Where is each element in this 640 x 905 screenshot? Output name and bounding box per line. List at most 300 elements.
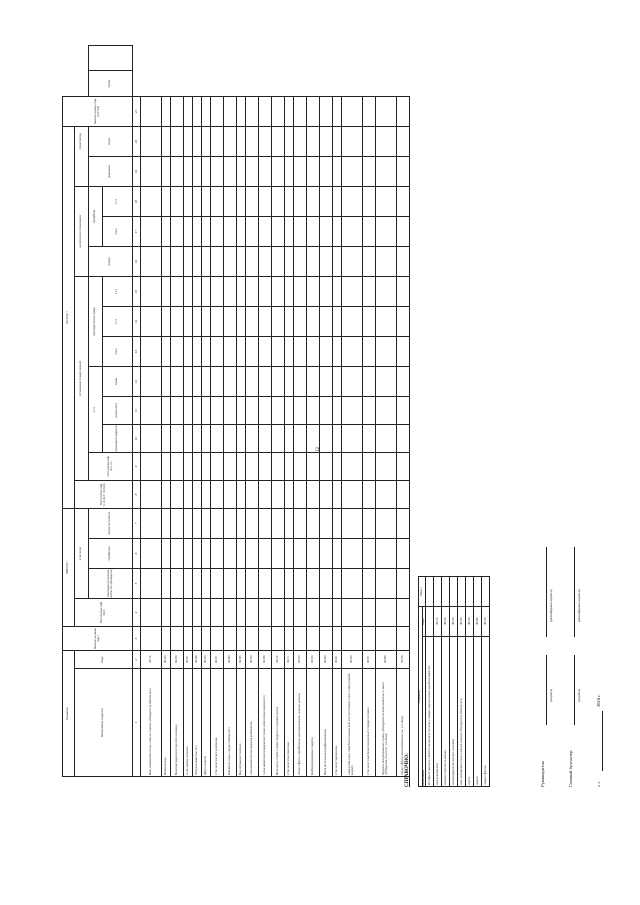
value-cell[interactable] — [171, 480, 184, 508]
value-cell[interactable] — [184, 538, 193, 568]
value-cell[interactable] — [320, 568, 333, 598]
value-cell[interactable] — [397, 126, 410, 156]
value-cell[interactable] — [272, 396, 285, 424]
value-cell[interactable] — [141, 276, 162, 306]
value-cell[interactable] — [333, 424, 342, 452]
value-cell[interactable] — [320, 336, 333, 366]
value-cell[interactable] — [307, 480, 320, 508]
value-cell[interactable] — [285, 336, 294, 366]
value-cell[interactable] — [202, 366, 211, 396]
value-cell[interactable] — [376, 216, 397, 246]
value-cell[interactable] — [259, 626, 272, 650]
value-cell[interactable] — [285, 216, 294, 246]
value-cell[interactable] — [333, 452, 342, 480]
value-cell[interactable] — [193, 156, 202, 186]
value-cell[interactable] — [285, 366, 294, 396]
value-cell[interactable] — [307, 306, 320, 336]
value-cell[interactable] — [193, 96, 202, 126]
value-cell[interactable] — [333, 598, 342, 626]
value-cell[interactable] — [224, 568, 237, 598]
value-cell[interactable] — [184, 246, 193, 276]
value-cell[interactable] — [141, 508, 162, 538]
value-cell[interactable] — [184, 96, 193, 126]
value-cell[interactable] — [259, 598, 272, 626]
value-cell[interactable] — [162, 96, 171, 126]
value-cell[interactable] — [363, 396, 376, 424]
value-cell[interactable] — [397, 366, 410, 396]
value-cell[interactable] — [376, 568, 397, 598]
value-cell[interactable] — [211, 508, 224, 538]
value-cell[interactable] — [184, 186, 193, 216]
value-cell[interactable] — [307, 508, 320, 538]
value-cell[interactable] — [202, 452, 211, 480]
value-cell[interactable] — [294, 306, 307, 336]
value-cell[interactable] — [259, 538, 272, 568]
value-cell[interactable] — [376, 366, 397, 396]
value-cell[interactable] — [162, 480, 171, 508]
value-cell[interactable] — [376, 186, 397, 216]
value-cell[interactable] — [294, 568, 307, 598]
value-cell[interactable] — [294, 452, 307, 480]
value-cell[interactable] — [307, 126, 320, 156]
value-cell[interactable] — [237, 186, 246, 216]
value-cell[interactable] — [211, 276, 224, 306]
value-cell[interactable] — [320, 126, 333, 156]
value-cell[interactable] — [294, 396, 307, 424]
value-cell[interactable] — [193, 396, 202, 424]
value-cell[interactable] — [193, 276, 202, 306]
value-cell[interactable] — [285, 568, 294, 598]
value-cell[interactable] — [246, 96, 259, 126]
value-cell[interactable] — [285, 424, 294, 452]
value-cell[interactable] — [211, 424, 224, 452]
value-cell[interactable] — [211, 216, 224, 246]
value-cell[interactable] — [193, 336, 202, 366]
value-cell[interactable] — [193, 480, 202, 508]
value-cell[interactable] — [363, 306, 376, 336]
value-cell[interactable] — [259, 306, 272, 336]
reference-value-cell[interactable] — [442, 576, 450, 606]
value-cell[interactable] — [397, 396, 410, 424]
value-cell[interactable] — [342, 96, 363, 126]
value-cell[interactable] — [307, 336, 320, 366]
value-cell[interactable] — [272, 336, 285, 366]
value-cell[interactable] — [202, 216, 211, 246]
value-cell[interactable] — [342, 156, 363, 186]
value-cell[interactable] — [202, 276, 211, 306]
value-cell[interactable] — [184, 480, 193, 508]
value-cell[interactable] — [285, 452, 294, 480]
value-cell[interactable] — [237, 538, 246, 568]
value-cell[interactable] — [294, 186, 307, 216]
value-cell[interactable] — [333, 508, 342, 538]
value-cell[interactable] — [320, 598, 333, 626]
value-cell[interactable] — [237, 336, 246, 366]
value-cell[interactable] — [246, 598, 259, 626]
value-cell[interactable] — [211, 246, 224, 276]
value-cell[interactable] — [224, 186, 237, 216]
value-cell[interactable] — [202, 568, 211, 598]
value-cell[interactable] — [237, 452, 246, 480]
value-cell[interactable] — [320, 156, 333, 186]
value-cell[interactable] — [211, 538, 224, 568]
value-cell[interactable] — [397, 306, 410, 336]
value-cell[interactable] — [171, 216, 184, 246]
value-cell[interactable] — [342, 186, 363, 216]
value-cell[interactable] — [363, 216, 376, 246]
value-cell[interactable] — [259, 396, 272, 424]
value-cell[interactable] — [294, 480, 307, 508]
value-cell[interactable] — [363, 336, 376, 366]
reference-value-cell[interactable] — [466, 576, 474, 606]
value-cell[interactable] — [294, 598, 307, 626]
value-cell[interactable] — [342, 366, 363, 396]
value-cell[interactable] — [246, 538, 259, 568]
value-cell[interactable] — [184, 366, 193, 396]
value-cell[interactable] — [141, 626, 162, 650]
value-cell[interactable] — [363, 96, 376, 126]
value-cell[interactable] — [272, 452, 285, 480]
value-cell[interactable] — [224, 156, 237, 186]
value-cell[interactable] — [184, 126, 193, 156]
value-cell[interactable] — [333, 216, 342, 246]
value-cell[interactable] — [294, 276, 307, 306]
value-cell[interactable] — [202, 598, 211, 626]
value-cell[interactable] — [141, 598, 162, 626]
value-cell[interactable] — [246, 336, 259, 366]
value-cell[interactable] — [193, 626, 202, 650]
value-cell[interactable] — [259, 452, 272, 480]
value-cell[interactable] — [333, 276, 342, 306]
value-cell[interactable] — [333, 246, 342, 276]
value-cell[interactable] — [363, 508, 376, 538]
value-cell[interactable] — [285, 626, 294, 650]
value-cell[interactable] — [333, 96, 342, 126]
value-cell[interactable] — [397, 424, 410, 452]
value-cell[interactable] — [237, 126, 246, 156]
value-cell[interactable] — [184, 452, 193, 480]
value-cell[interactable] — [307, 568, 320, 598]
value-cell[interactable] — [363, 366, 376, 396]
value-cell[interactable] — [141, 452, 162, 480]
value-cell[interactable] — [237, 598, 246, 626]
value-cell[interactable] — [224, 598, 237, 626]
value-cell[interactable] — [272, 276, 285, 306]
value-cell[interactable] — [141, 306, 162, 336]
value-cell[interactable] — [184, 568, 193, 598]
value-cell[interactable] — [259, 424, 272, 452]
value-cell[interactable] — [363, 126, 376, 156]
value-cell[interactable] — [363, 626, 376, 650]
value-cell[interactable] — [259, 366, 272, 396]
value-cell[interactable] — [141, 396, 162, 424]
value-cell[interactable] — [376, 480, 397, 508]
value-cell[interactable] — [246, 156, 259, 186]
value-cell[interactable] — [272, 96, 285, 126]
value-cell[interactable] — [285, 156, 294, 186]
value-cell[interactable] — [376, 538, 397, 568]
value-cell[interactable] — [211, 396, 224, 424]
value-cell[interactable] — [307, 246, 320, 276]
value-cell[interactable] — [171, 336, 184, 366]
value-cell[interactable] — [376, 452, 397, 480]
value-cell[interactable] — [397, 568, 410, 598]
value-cell[interactable] — [162, 276, 171, 306]
value-cell[interactable] — [246, 366, 259, 396]
value-cell[interactable] — [294, 126, 307, 156]
value-cell[interactable] — [171, 366, 184, 396]
value-cell[interactable] — [285, 306, 294, 336]
value-cell[interactable] — [246, 424, 259, 452]
value-cell[interactable] — [342, 508, 363, 538]
value-cell[interactable] — [224, 336, 237, 366]
value-cell[interactable] — [307, 452, 320, 480]
value-cell[interactable] — [272, 538, 285, 568]
value-cell[interactable] — [259, 216, 272, 246]
value-cell[interactable] — [171, 538, 184, 568]
value-cell[interactable] — [363, 568, 376, 598]
value-cell[interactable] — [202, 508, 211, 538]
value-cell[interactable] — [211, 452, 224, 480]
value-cell[interactable] — [184, 626, 193, 650]
value-cell[interactable] — [259, 156, 272, 186]
value-cell[interactable] — [307, 424, 320, 452]
value-cell[interactable] — [320, 246, 333, 276]
value-cell[interactable] — [171, 246, 184, 276]
value-cell[interactable] — [141, 156, 162, 186]
value-cell[interactable] — [333, 366, 342, 396]
value-cell[interactable] — [224, 508, 237, 538]
value-cell[interactable] — [333, 156, 342, 186]
value-cell[interactable] — [272, 306, 285, 336]
value-cell[interactable] — [272, 626, 285, 650]
value-cell[interactable] — [342, 452, 363, 480]
value-cell[interactable] — [202, 126, 211, 156]
value-cell[interactable] — [376, 276, 397, 306]
value-cell[interactable] — [162, 306, 171, 336]
value-cell[interactable] — [307, 96, 320, 126]
value-cell[interactable] — [259, 186, 272, 216]
value-cell[interactable] — [333, 538, 342, 568]
value-cell[interactable] — [202, 626, 211, 650]
value-cell[interactable] — [272, 424, 285, 452]
value-cell[interactable] — [184, 276, 193, 306]
value-cell[interactable] — [342, 246, 363, 276]
value-cell[interactable] — [285, 276, 294, 306]
value-cell[interactable] — [193, 424, 202, 452]
value-cell[interactable] — [320, 276, 333, 306]
value-cell[interactable] — [224, 626, 237, 650]
value-cell[interactable] — [141, 216, 162, 246]
value-cell[interactable] — [211, 626, 224, 650]
value-cell[interactable] — [193, 508, 202, 538]
value-cell[interactable] — [342, 276, 363, 306]
value-cell[interactable] — [162, 626, 171, 650]
value-cell[interactable] — [307, 538, 320, 568]
value-cell[interactable] — [363, 156, 376, 186]
value-cell[interactable] — [141, 186, 162, 216]
value-cell[interactable] — [342, 396, 363, 424]
value-cell[interactable] — [397, 538, 410, 568]
value-cell[interactable] — [211, 480, 224, 508]
value-cell[interactable] — [162, 366, 171, 396]
value-cell[interactable] — [363, 452, 376, 480]
value-cell[interactable] — [376, 96, 397, 126]
value-cell[interactable] — [211, 96, 224, 126]
value-cell[interactable] — [202, 538, 211, 568]
value-cell[interactable] — [224, 480, 237, 508]
value-cell[interactable] — [211, 568, 224, 598]
value-cell[interactable] — [333, 306, 342, 336]
value-cell[interactable] — [342, 626, 363, 650]
value-cell[interactable] — [259, 126, 272, 156]
value-cell[interactable] — [171, 568, 184, 598]
value-cell[interactable] — [202, 186, 211, 216]
value-cell[interactable] — [333, 480, 342, 508]
value-cell[interactable] — [171, 626, 184, 650]
value-cell[interactable] — [141, 424, 162, 452]
value-cell[interactable] — [307, 276, 320, 306]
value-cell[interactable] — [246, 568, 259, 598]
value-cell[interactable] — [397, 216, 410, 246]
value-cell[interactable] — [320, 626, 333, 650]
value-cell[interactable] — [376, 626, 397, 650]
value-cell[interactable] — [162, 336, 171, 366]
value-cell[interactable] — [259, 568, 272, 598]
value-cell[interactable] — [333, 336, 342, 366]
value-cell[interactable] — [202, 396, 211, 424]
value-cell[interactable] — [246, 508, 259, 538]
value-cell[interactable] — [294, 156, 307, 186]
value-cell[interactable] — [320, 538, 333, 568]
value-cell[interactable] — [363, 598, 376, 626]
value-cell[interactable] — [171, 156, 184, 186]
value-cell[interactable] — [184, 396, 193, 424]
value-cell[interactable] — [397, 480, 410, 508]
value-cell[interactable] — [162, 508, 171, 538]
value-cell[interactable] — [294, 96, 307, 126]
value-cell[interactable] — [237, 96, 246, 126]
value-cell[interactable] — [320, 186, 333, 216]
value-cell[interactable] — [272, 216, 285, 246]
value-cell[interactable] — [171, 306, 184, 336]
value-cell[interactable] — [224, 126, 237, 156]
value-cell[interactable] — [294, 336, 307, 366]
value-cell[interactable] — [224, 396, 237, 424]
value-cell[interactable] — [307, 626, 320, 650]
value-cell[interactable] — [285, 186, 294, 216]
value-cell[interactable] — [162, 598, 171, 626]
value-cell[interactable] — [162, 452, 171, 480]
value-cell[interactable] — [320, 508, 333, 538]
value-cell[interactable] — [259, 480, 272, 508]
value-cell[interactable] — [307, 598, 320, 626]
value-cell[interactable] — [272, 366, 285, 396]
value-cell[interactable] — [246, 396, 259, 424]
value-cell[interactable] — [171, 424, 184, 452]
value-cell[interactable] — [184, 508, 193, 538]
value-cell[interactable] — [224, 538, 237, 568]
value-cell[interactable] — [285, 246, 294, 276]
value-cell[interactable] — [224, 216, 237, 246]
value-cell[interactable] — [193, 306, 202, 336]
value-cell[interactable] — [211, 156, 224, 186]
value-cell[interactable] — [320, 306, 333, 336]
value-cell[interactable] — [193, 366, 202, 396]
value-cell[interactable] — [272, 598, 285, 626]
value-cell[interactable] — [376, 156, 397, 186]
value-cell[interactable] — [294, 626, 307, 650]
value-cell[interactable] — [294, 424, 307, 452]
value-cell[interactable] — [320, 424, 333, 452]
value-cell[interactable] — [224, 306, 237, 336]
value-cell[interactable] — [376, 508, 397, 538]
value-cell[interactable] — [162, 246, 171, 276]
value-cell[interactable] — [211, 306, 224, 336]
value-cell[interactable] — [342, 336, 363, 366]
value-cell[interactable] — [162, 126, 171, 156]
value-cell[interactable] — [237, 156, 246, 186]
value-cell[interactable] — [294, 366, 307, 396]
value-cell[interactable] — [237, 396, 246, 424]
value-cell[interactable] — [259, 336, 272, 366]
value-cell[interactable] — [259, 508, 272, 538]
value-cell[interactable] — [376, 396, 397, 424]
value-cell[interactable] — [224, 96, 237, 126]
value-cell[interactable] — [162, 216, 171, 246]
value-cell[interactable] — [246, 216, 259, 246]
value-cell[interactable] — [320, 452, 333, 480]
value-cell[interactable] — [202, 156, 211, 186]
value-cell[interactable] — [246, 306, 259, 336]
value-cell[interactable] — [397, 336, 410, 366]
value-cell[interactable] — [272, 126, 285, 156]
value-cell[interactable] — [285, 598, 294, 626]
value-cell[interactable] — [202, 424, 211, 452]
value-cell[interactable] — [363, 276, 376, 306]
value-cell[interactable] — [193, 568, 202, 598]
value-cell[interactable] — [259, 96, 272, 126]
value-cell[interactable] — [211, 598, 224, 626]
value-cell[interactable] — [397, 508, 410, 538]
value-cell[interactable] — [272, 186, 285, 216]
value-cell[interactable] — [307, 396, 320, 424]
value-cell[interactable] — [307, 216, 320, 246]
value-cell[interactable] — [211, 366, 224, 396]
value-cell[interactable] — [162, 424, 171, 452]
value-cell[interactable] — [162, 186, 171, 216]
value-cell[interactable] — [376, 598, 397, 626]
value-cell[interactable] — [211, 336, 224, 366]
value-cell[interactable] — [193, 186, 202, 216]
value-cell[interactable] — [246, 186, 259, 216]
value-cell[interactable] — [202, 96, 211, 126]
value-cell[interactable] — [333, 186, 342, 216]
value-cell[interactable] — [193, 598, 202, 626]
value-cell[interactable] — [171, 396, 184, 424]
value-cell[interactable] — [184, 306, 193, 336]
value-cell[interactable] — [141, 96, 162, 126]
value-cell[interactable] — [376, 246, 397, 276]
value-cell[interactable] — [237, 216, 246, 246]
value-cell[interactable] — [320, 216, 333, 246]
reference-value-cell[interactable] — [458, 576, 466, 606]
value-cell[interactable] — [320, 480, 333, 508]
value-cell[interactable] — [141, 538, 162, 568]
value-cell[interactable] — [259, 246, 272, 276]
value-cell[interactable] — [285, 538, 294, 568]
value-cell[interactable] — [285, 96, 294, 126]
